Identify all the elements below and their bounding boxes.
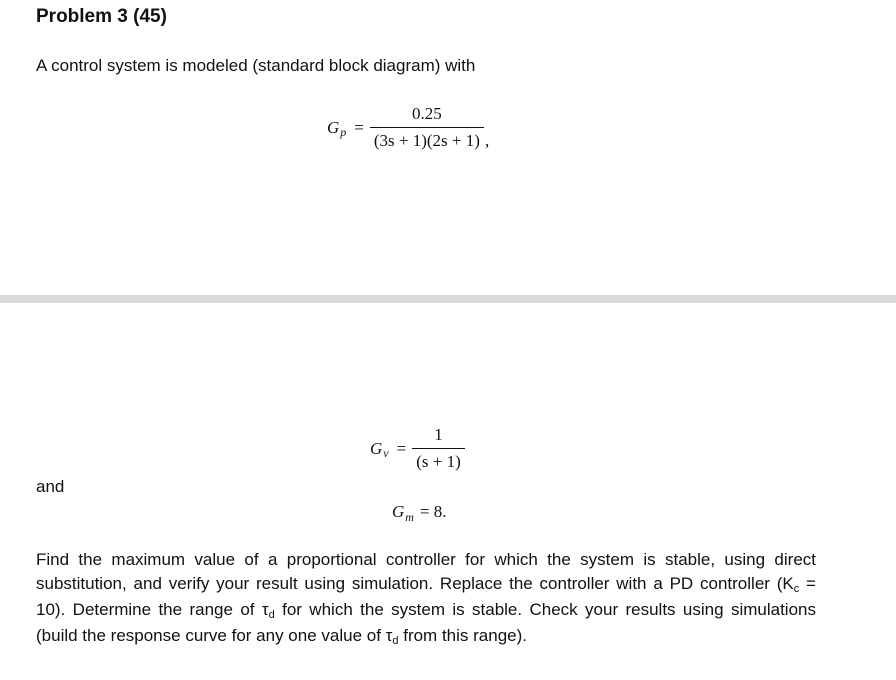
equation-gv [370,425,465,472]
paragraph-part1: Find the maximum value of a proportional controller for which the system is stable, using direct substitution, and verify your result using simulation. Replace the controller with a PD controller (K [36,550,816,593]
td-subscript-2: d [392,635,399,647]
gv-fraction [412,425,465,472]
gp-fraction [370,104,484,151]
gv-equals: = [396,438,407,458]
problem-title: Problem 3 (45) [36,6,167,27]
problem-paragraph [36,548,816,650]
kc-subscript: c [793,583,800,595]
gv-subscript: v [383,446,389,460]
gv-denominator: (s + 1) [412,448,465,472]
intro-text: A control system is modeled (standard block diagram) with [36,56,476,75]
paragraph-part3: for which the system is stable. Check your results using simulations (build the response curve for any one value of τ [36,600,816,645]
equation-gm [392,502,447,522]
gv-variable: G [370,438,383,458]
gm-variable: G [392,502,405,521]
gp-variable: G [327,117,340,137]
gp-subscript: p [340,125,347,139]
page-divider [0,295,896,303]
and-text: and [36,477,65,496]
gm-rhs: = 8. [419,502,447,521]
equation-gp [327,104,489,151]
paragraph-part2: = 10). Determine the range of τ [36,574,816,619]
gm-subscript: m [405,509,414,524]
td-subscript-1: d [268,609,275,621]
gp-equals: = [354,117,364,137]
gv-numerator: 1 [434,425,443,444]
gp-denominator: (3s + 1)(2s + 1) [370,127,484,151]
gp-numerator: 0.25 [412,104,442,123]
paragraph-part4: from this range). [398,626,527,645]
gp-comma: , [484,131,490,150]
